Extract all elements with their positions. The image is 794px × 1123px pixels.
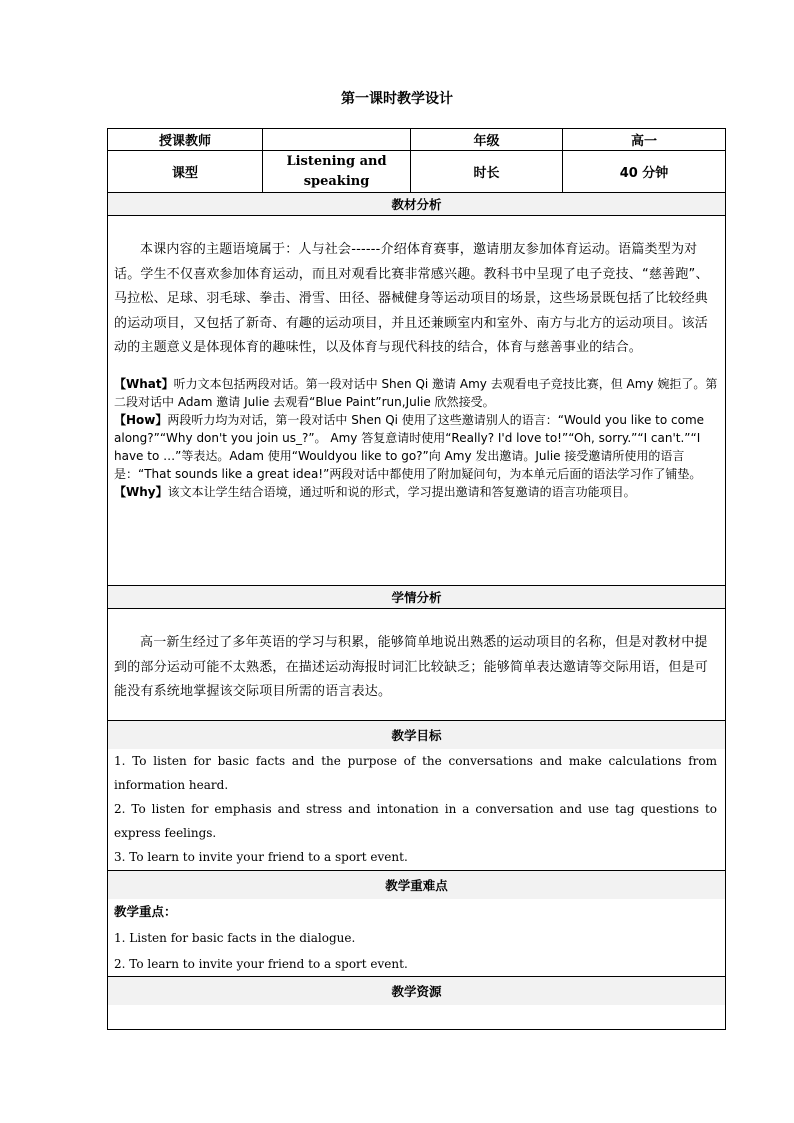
how-label: 【How】 [114, 412, 168, 427]
page-title: 第一课时教学设计 [341, 91, 453, 107]
teacher-value [263, 129, 411, 150]
material-body [108, 216, 725, 585]
duration-label: 时长 [411, 151, 563, 192]
keypoints-body-row [108, 899, 725, 977]
what-paragraph [114, 375, 719, 411]
keypoints-sublabel: 教学重点： [114, 904, 177, 919]
objective-item: 1. To listen for basic facts and the purpose of the conversations and make calculations from information heard. [114, 754, 717, 792]
grade-value: 高一 [630, 134, 657, 149]
keypoints-body [108, 899, 725, 976]
why-paragraph [114, 483, 719, 501]
resources-heading-row [108, 977, 725, 1005]
objectives-heading: 教学目标 [108, 721, 725, 749]
objective-item: 2. To listen for emphasis and stress and intonation in a conversation and use tag questions to express feelings. [114, 802, 717, 840]
objectives-heading-row [108, 721, 725, 749]
learners-body-row [108, 609, 725, 721]
keypoints-heading: 教学重难点 [108, 871, 725, 899]
material-heading-row [108, 193, 725, 216]
type-label: 课型 [108, 151, 263, 192]
learners-heading: 学情分析 [108, 586, 725, 608]
grade-label: 年级 [411, 129, 563, 150]
resources-body-row [108, 1005, 725, 1029]
keypoint-item: 1. Listen for basic facts in the dialogue. [114, 931, 356, 945]
objective-item: 3. To learn to invite your friend to a sport event. [114, 850, 408, 864]
type-value: Listening and speaking [263, 151, 411, 192]
why-text: 该文本让学生结合语境，通过听和说的形式，学习提出邀请和答复邀请的语言功能项目。 [167, 484, 636, 499]
objectives-body-row [108, 749, 725, 871]
why-label: 【Why】 [114, 484, 168, 499]
lesson-plan-table [107, 128, 726, 1030]
material-heading: 教材分析 [108, 193, 725, 215]
keypoints-heading-row [108, 871, 725, 899]
learners-body [108, 609, 725, 720]
resources-body [108, 1005, 725, 1029]
what-text: 听力文本包括两段对话。第一段对话中 Shen Qi 邀请 Amy 去观看电子竞技比赛，但 Amy 婉拒了。第二段对话中 Adam 邀请 Julie 去观看“Blue Paint”run,Julie 欣然接受。 [114, 376, 718, 409]
material-intro: 本课内容的主题语境属于：人与社会------介绍体育赛事，邀请朋友参加体育运动。语篇类型为对话。学生不仅喜欢参加体育运动，而且对观看比赛非常感兴趣。教科书中呈现了电子竞技、“慈善跑”、马拉松、足球、羽毛球、拳击、滑雪、田径、器械健身等运动项目的场景，这些场景既包括了比较经典的运动项目，又包括了新奇、有趣的运动项目，并且还兼顾室内和室外、南方与北方的运动项目。该活动的主题意义是体现体育的趣味性，以及体育与现代科技的结合，体育与慈善事业的结合。 [114, 242, 709, 355]
what-label: 【What】 [114, 376, 174, 391]
objectives-list [108, 749, 725, 870]
header-row-1 [108, 129, 725, 151]
learners-heading-row [108, 586, 725, 609]
how-text: 两段听力均为对话，第一段对话中 Shen Qi 使用了这些邀请别人的语言：“Would you like to come along?”“Why don't you join us_?”。 Amy 答复意请时使用“Really? I'd love to!”“Oh, sorry.”“I can't.”“I have to …”等表达。Adam 使用“Wouldyou like to go?”向 Amy 发出邀请。Julie 接受邀请所使用的语言是：“That sounds like a great idea!”两段对话中都使用了附加疑问句，为本单元后面的语法学习作了铺垫。 [114, 412, 705, 481]
header-row-2 [108, 151, 725, 193]
duration-value: 40 分钟 [619, 166, 669, 181]
keypoint-item: 2. To learn to invite your friend to a sport event. [114, 957, 408, 971]
learners-text: 高一新生经过了多年英语的学习与积累，能够简单地说出熟悉的运动项目的名称，但是对教材中提到的部分运动可能不太熟悉，在描述运动海报时词汇比较缺乏；能够简单表达邀请等交际用语，但是可能没有系统地掌握该交际项目所需的语言表达。 [114, 635, 709, 699]
resources-heading: 教学资源 [108, 977, 725, 1005]
material-body-row [108, 216, 725, 586]
how-paragraph [114, 411, 719, 483]
teacher-label: 授课教师 [108, 129, 263, 150]
